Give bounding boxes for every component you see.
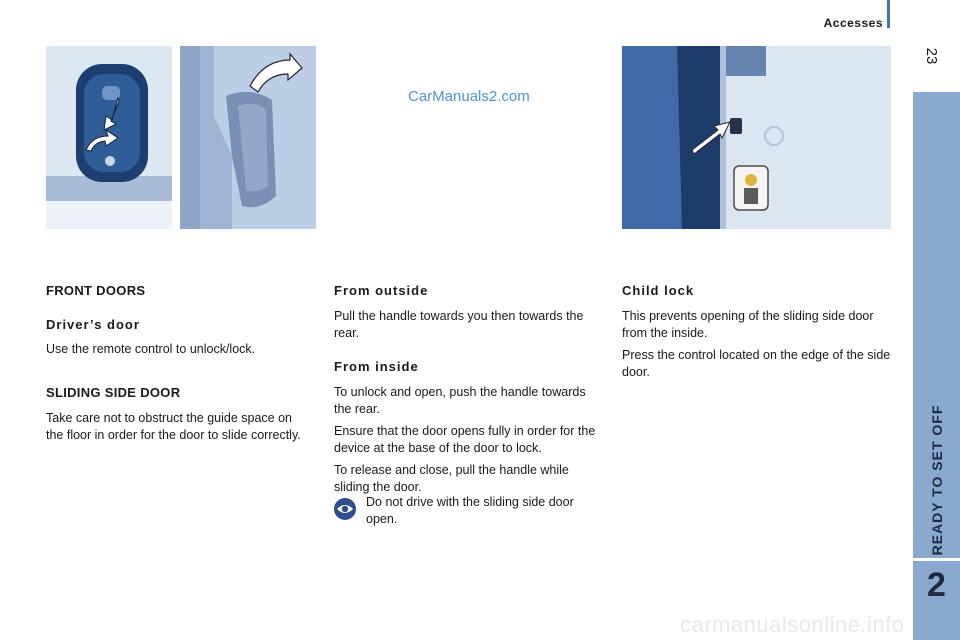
note-text: Do not drive with the sliding side door open.: [366, 495, 574, 526]
footer-watermark: carmanualsonline.info: [680, 612, 905, 637]
child-lock-text-1: This prevents opening of the sliding side door from the inside.: [622, 309, 874, 340]
chapter-tab-divider: [913, 558, 960, 561]
from-inside-text-3: To release and close, pull the handle while sliding the door.: [334, 463, 569, 494]
right-column: [622, 282, 892, 386]
from-inside-heading: From inside: [334, 359, 419, 374]
watermark: CarManuals2.com: [408, 88, 530, 105]
sliding-door-text: Take care not to obstruct the guide space on the floor in order for the door to slide correctly.: [46, 411, 301, 442]
header-rule: [887, 0, 890, 28]
drivers-door-text: Use the remote control to unlock/lock.: [46, 342, 256, 356]
child-lock-heading: Child lock: [622, 283, 695, 298]
middle-column: [334, 282, 604, 501]
photo-remote-key: [46, 46, 172, 229]
child-lock-text-2: Press the control located on the edge of the side door.: [622, 348, 891, 379]
front-doors-heading: FRONT DOORS: [46, 283, 146, 298]
sliding-door-heading: SLIDING SIDE DOOR: [46, 385, 181, 400]
chapter-tab-label: READY TO SET OFF: [929, 404, 945, 556]
page-number: 23: [923, 47, 940, 65]
from-inside-text-1: To unlock and open, push the handle towards the rear.: [334, 385, 586, 416]
from-outside-heading: From outside: [334, 283, 429, 298]
chapter-number: 2: [927, 566, 946, 604]
eye-icon: [334, 498, 356, 520]
section-title: Accesses: [823, 16, 883, 30]
left-column: [46, 282, 316, 449]
photo-child-lock: [622, 46, 891, 229]
photo-door-handle: [180, 46, 316, 229]
drivers-door-heading: Driver’s door: [46, 317, 140, 332]
from-outside-text: Pull the handle towards you then towards the rear.: [334, 309, 584, 340]
from-inside-text-2: Ensure that the door opens fully in order for the device at the base of the door to lock.: [334, 424, 596, 455]
